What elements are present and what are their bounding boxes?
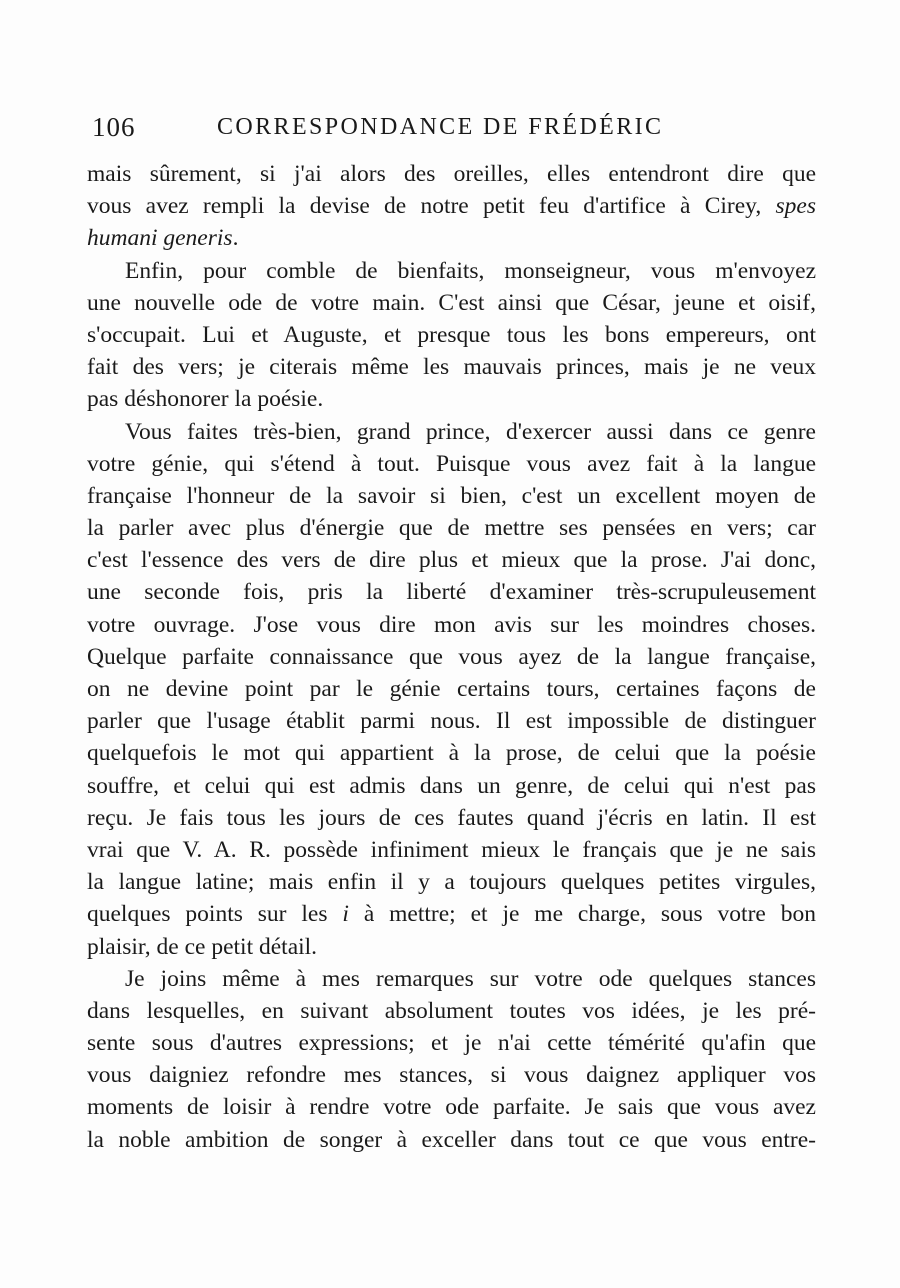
text-line: quelquefois le mot qui appartient à la prose, de celui que la poésie	[87, 740, 816, 767]
text-line: vrai que V. A. R. possède infiniment mieux le français que je ne sais	[87, 836, 816, 863]
paragraph	[87, 255, 816, 416]
text-line: la langue latine; mais enfin il y a toujours quelques petites virgules,	[87, 869, 816, 896]
text-line: c'est l'essence des vers de dire plus et mieux que la prose. J'ai donc,	[87, 547, 816, 574]
text-line: la noble ambition de songer à exceller dans tout ce que vous entre-	[87, 1126, 816, 1153]
text-line: quelques points sur les i à mettre; et je me charge, sous votre bon	[87, 901, 816, 928]
text-line: on ne devine point par le génie certains tours, certaines façons de	[87, 676, 816, 702]
text-line: reçu. Je fais tous les jours de ces fautes quand j'écris en latin. Il est	[87, 804, 816, 831]
text-line: fait des vers; je citerais même les mauvais princes, mais je ne veux	[87, 354, 816, 381]
text-line: mais sûrement, si j'ai alors des oreilles, elles entendront dire que	[87, 161, 816, 187]
text-line: Je joins même à mes remarques sur votre ode quelques stances	[125, 965, 816, 992]
text-line: votre ouvrage. J'ose vous dire mon avis sur les moindres choses.	[87, 611, 816, 638]
text-line: humani generis.	[87, 225, 239, 252]
text-line: moments de loisir à rendre votre ode parfaite. Je sais que vous avez	[87, 1094, 816, 1121]
page-number: 106	[92, 112, 136, 142]
text-line: dans lesquelles, en suivant absolument toutes vos idées, je les pré-	[87, 997, 816, 1024]
text-line: s'occupait. Lui et Auguste, et presque tous les bons empereurs, ont	[87, 321, 816, 348]
text-line: Vous faites très-bien, grand prince, d'exercer aussi dans ce genre	[125, 418, 816, 445]
text-line: une nouvelle ode de votre main. C'est ainsi que César, jeune et oisif,	[87, 289, 816, 316]
text-line: vous avez rempli la devise de notre petit feu d'artifice à Cirey, spes	[87, 193, 816, 220]
text-line: souffre, et celui qui est admis dans un genre, de celui qui n'est pas	[87, 772, 816, 799]
text-line: votre génie, qui s'étend à tout. Puisque vous avez fait à la langue	[87, 450, 816, 477]
text-line: parler que l'usage établit parmi nous. Il est impossible de distinguer	[87, 708, 816, 735]
text-line: Quelque parfaite connaissance que vous ayez de la langue française,	[87, 643, 816, 670]
body-text	[87, 158, 816, 1156]
paragraph	[87, 416, 816, 963]
text-line: une seconde fois, pris la liberté d'examiner très-scrupuleusement	[87, 579, 816, 606]
paragraph	[87, 963, 816, 1156]
paragraph	[87, 158, 816, 255]
text-line: vous daigniez refondre mes stances, si vous daignez appliquer vos	[87, 1062, 816, 1089]
text-line: française l'honneur de la savoir si bien, c'est un excellent moyen de	[87, 482, 816, 509]
text-line: sente sous d'autres expressions; et je n'ai cette témérité qu'afin que	[87, 1030, 816, 1057]
text-line: pas déshonorer la poésie.	[87, 386, 324, 413]
text-line: la parler avec plus d'énergie que de mettre ses pensées en vers; car	[87, 515, 816, 542]
text-line: plaisir, de ce petit détail.	[87, 933, 318, 960]
text-line: Enfin, pour comble de bienfaits, monseigneur, vous m'envoyez	[125, 257, 816, 284]
running-head	[92, 112, 812, 152]
running-title: CORRESPONDANCE DE FRÉDÉRIC	[217, 114, 664, 140]
